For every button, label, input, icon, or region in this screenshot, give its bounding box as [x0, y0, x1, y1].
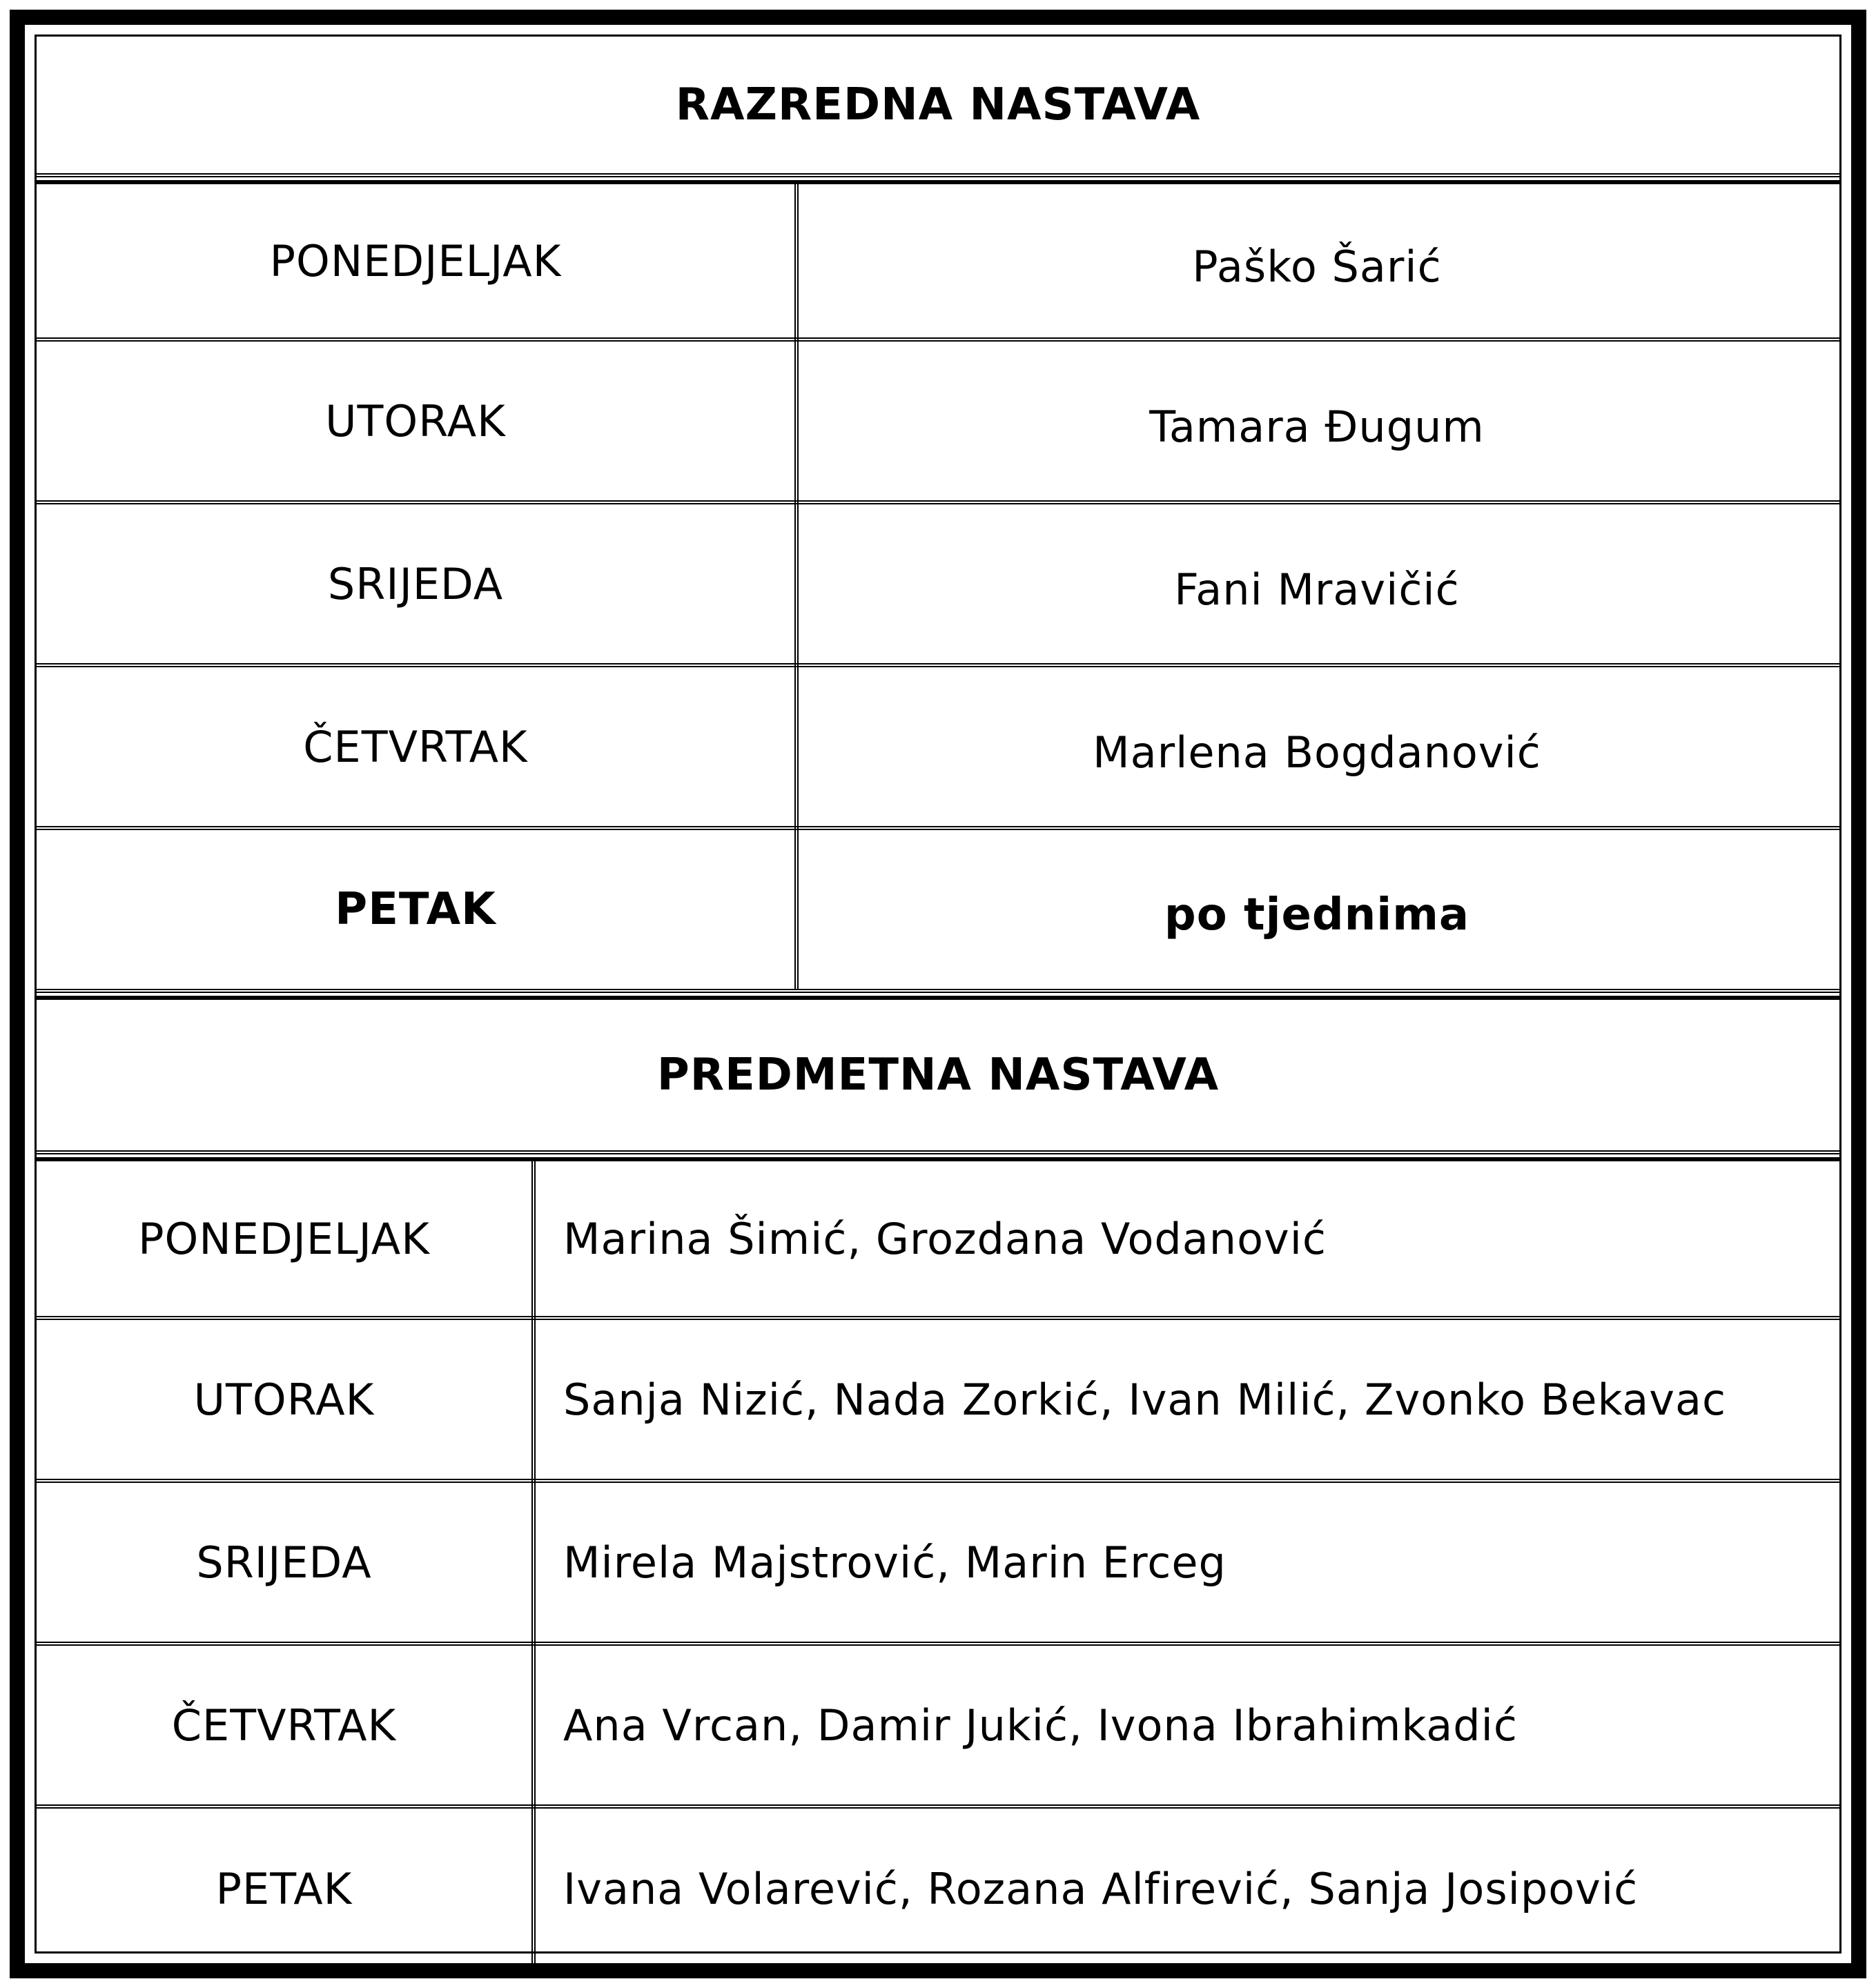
razredna-row: [37, 667, 1839, 826]
predmetna-teachers: Marina Šimić, Grozdana Vodanović: [563, 1213, 1327, 1264]
predmetna-row: [37, 1161, 1839, 1316]
predmetna-teachers: Mirela Majstrović, Marin Erceg: [563, 1537, 1227, 1588]
predmetna-day: UTORAK: [193, 1374, 375, 1425]
predmetna-day: PETAK: [215, 1864, 353, 1914]
predmetna-row: [37, 1320, 1839, 1479]
razredna-row: [37, 342, 1839, 500]
razredna-row: [37, 504, 1839, 663]
predmetna-teachers: Ivana Volarević, Rozana Alfirević, Sanja Josipović: [563, 1864, 1639, 1914]
razredna-heading-row: [37, 37, 1839, 173]
predmetna-row: [37, 1809, 1839, 1969]
razredna-day: PONEDJELJAK: [269, 235, 562, 286]
predmetna-teachers: Sanja Nizić, Nada Zorkić, Ivan Milić, Zvonko Bekavac: [563, 1374, 1727, 1425]
predmetna-heading-row: [37, 1000, 1839, 1150]
schedule-frame: [10, 10, 1866, 1978]
divider: [37, 173, 1839, 177]
schedule-table: [35, 35, 1841, 1953]
razredna-teacher: Marlena Bogdanović: [1093, 727, 1541, 778]
razredna-teacher: po tjednima: [1164, 889, 1470, 941]
razredna-row: [37, 830, 1839, 989]
razredna-day: UTORAK: [325, 395, 506, 446]
razredna-row: [37, 184, 1839, 337]
razredna-day: SRIJEDA: [327, 558, 504, 609]
razredna-day: PETAK: [335, 884, 496, 935]
predmetna-teachers: Ana Vrcan, Damir Jukić, Ivona Ibrahimkadić: [563, 1700, 1518, 1751]
column-divider: [794, 184, 799, 989]
predmetna-day: SRIJEDA: [196, 1537, 372, 1588]
divider: [37, 1150, 1839, 1154]
predmetna-row: [37, 1483, 1839, 1642]
razredna-teacher: Tamara Đugum: [1149, 401, 1485, 452]
predmetna-day: ČETVRTAK: [171, 1700, 397, 1751]
predmetna-day: PONEDJELJAK: [138, 1213, 430, 1264]
divider: [37, 989, 1839, 993]
column-divider: [531, 1161, 536, 1969]
razredna-teacher: Fani Mravičić: [1174, 564, 1460, 615]
predmetna-title: PREDMETNA NASTAVA: [656, 1050, 1220, 1101]
razredna-title: RAZREDNA NASTAVA: [675, 79, 1201, 130]
predmetna-row: [37, 1646, 1839, 1804]
razredna-teacher: Paško Šarić: [1192, 241, 1442, 292]
razredna-day: ČETVRTAK: [303, 721, 528, 772]
